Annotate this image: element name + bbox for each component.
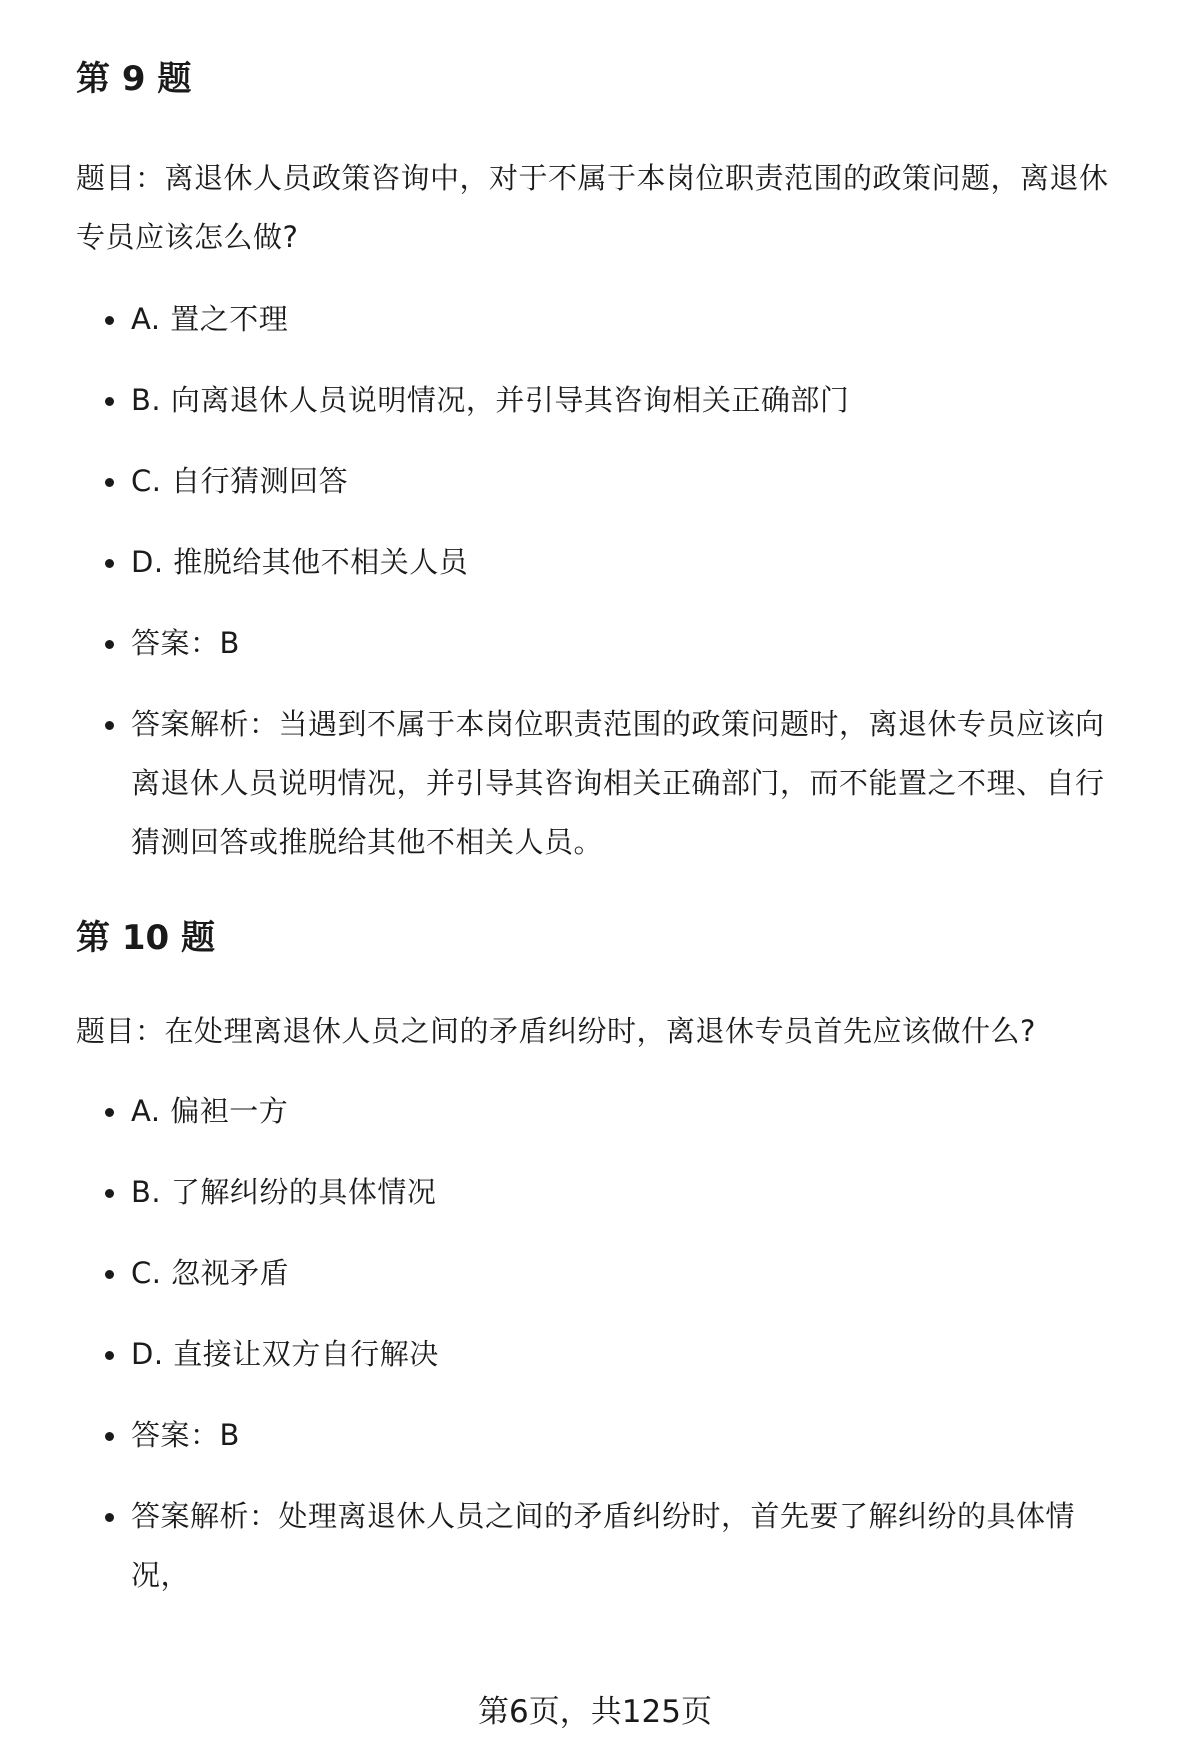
list-item (76, 1163, 1118, 1222)
bullet-icon (105, 316, 114, 325)
option-b: B. 了解纠纷的具体情况 (131, 1175, 437, 1209)
option-list (76, 1082, 1118, 1605)
analysis-text: 答案解析：处理离退休人员之间的矛盾纠纷时，首先要了解纠纷的具体情况， (131, 1499, 1076, 1592)
option-a: A. 置之不理 (131, 302, 289, 336)
bullet-icon (105, 721, 114, 730)
question-stem: 题目：在处理离退休人员之间的矛盾纠纷时，离退休专员首先应该做什么? (76, 1014, 1036, 1048)
bullet-icon (105, 1270, 114, 1279)
bullet-icon (105, 397, 114, 406)
analysis-text: 答案解析：当遇到不属于本岗位职责范围的政策问题时，离退休专员应该向离退休人员说明情况，并引导其咨询相关正确部门，而不能置之不理、自行猜测回答或推脱给其他不相关人员。 (131, 707, 1105, 859)
bullet-icon (105, 478, 114, 487)
option-c: C. 自行猜测回答 (131, 464, 349, 498)
option-list (76, 290, 1118, 872)
question-10 (76, 872, 1118, 1605)
list-item (76, 290, 1118, 349)
bullet-icon (105, 1432, 114, 1441)
question-stem: 题目：离退休人员政策咨询中，对于不属于本岗位职责范围的政策问题，离退休专员应该怎么做? (76, 161, 1109, 254)
list-item (76, 1487, 1118, 1605)
bullet-icon (105, 640, 114, 649)
option-c: C. 忽视矛盾 (131, 1256, 290, 1290)
list-item (76, 614, 1118, 673)
bullet-icon (105, 1108, 114, 1117)
option-d: D. 直接让双方自行解决 (131, 1337, 439, 1371)
question-heading: 第 10 题 (76, 918, 215, 958)
answer-text: 答案：B (131, 626, 240, 660)
list-item (76, 533, 1118, 592)
bullet-icon (105, 1189, 114, 1198)
bullet-icon (105, 1513, 114, 1522)
question-9 (76, 0, 1118, 872)
answer-text: 答案：B (131, 1418, 240, 1452)
list-item (76, 371, 1118, 430)
option-d: D. 推脱给其他不相关人员 (131, 545, 469, 579)
option-a: A. 偏袒一方 (131, 1094, 289, 1128)
list-item (76, 1325, 1118, 1384)
list-item (76, 452, 1118, 511)
list-item (76, 695, 1118, 872)
question-heading: 第 9 题 (76, 59, 192, 99)
bullet-icon (105, 559, 114, 568)
list-item (76, 1244, 1118, 1303)
list-item (76, 1082, 1118, 1141)
option-b: B. 向离退休人员说明情况，并引导其咨询相关正确部门 (131, 383, 850, 417)
page-number: 第6页，共125页 (478, 1694, 712, 1730)
bullet-icon (105, 1351, 114, 1360)
list-item (76, 1406, 1118, 1465)
